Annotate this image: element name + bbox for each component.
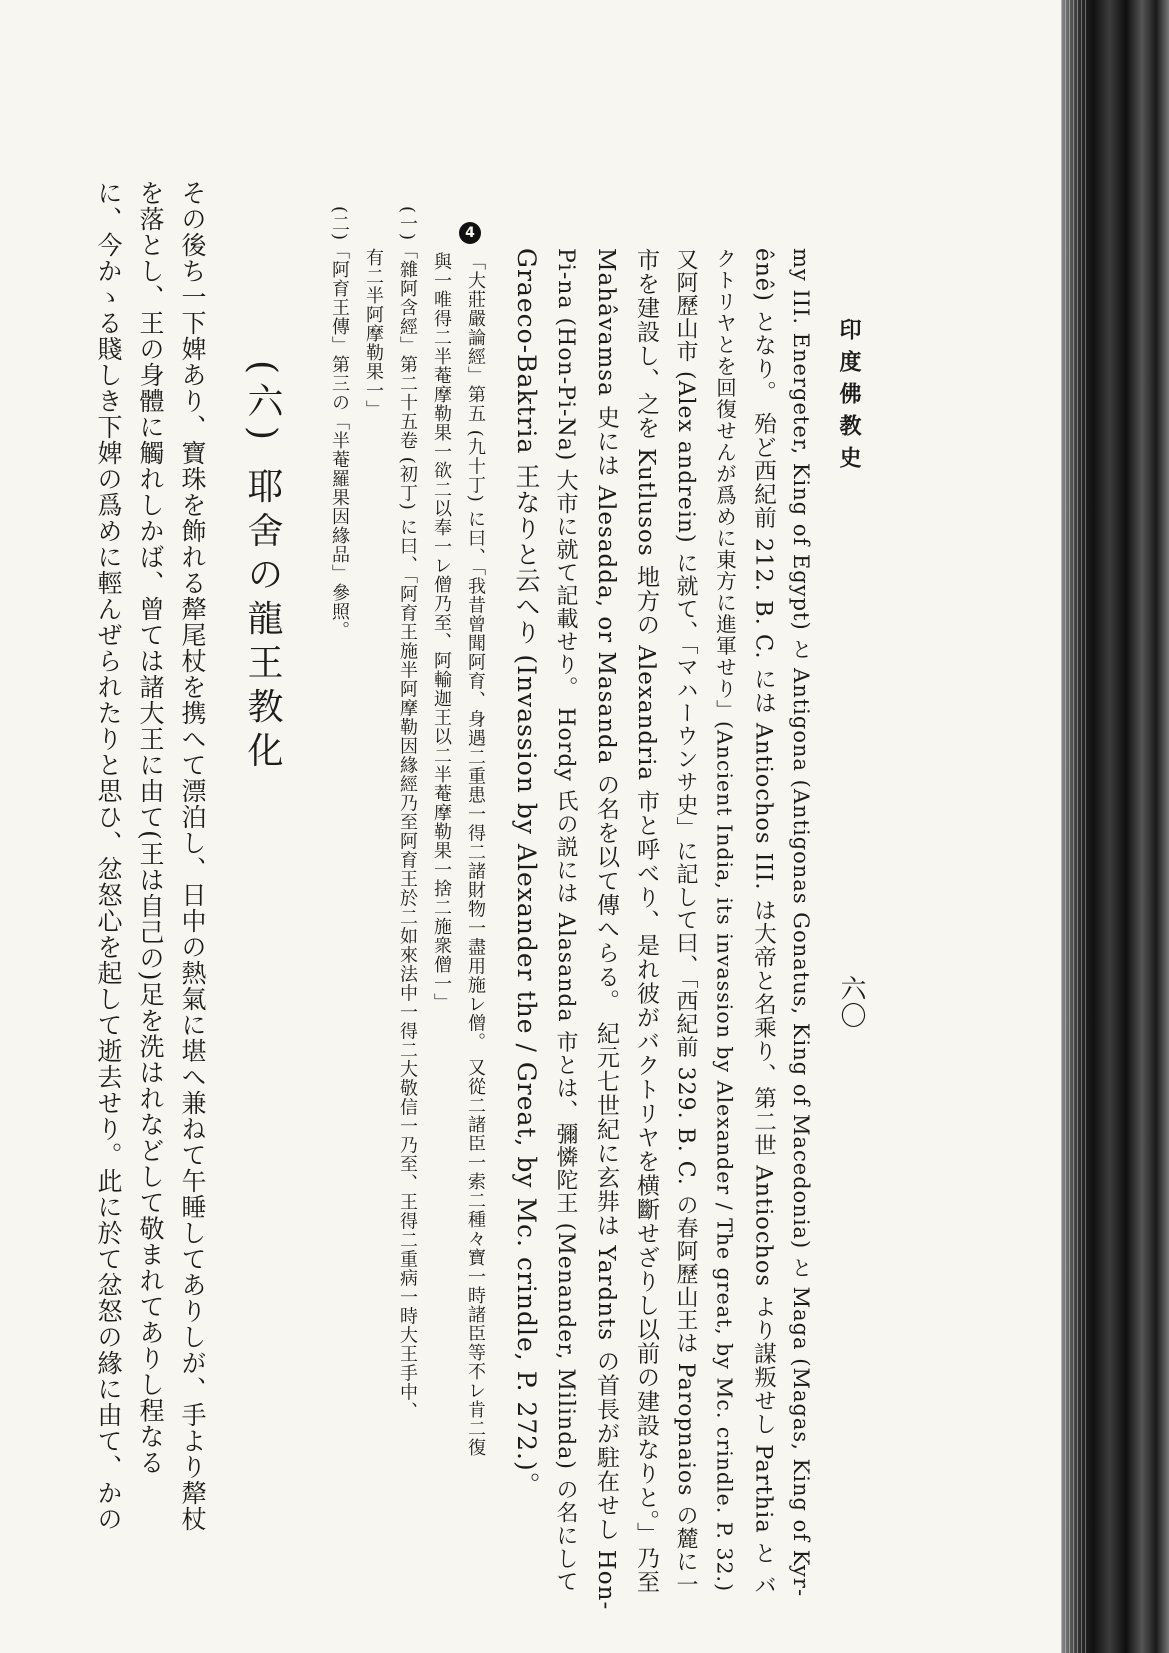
note-line: (二)「阿育王傳」第三の「半菴羅果因緣品」參照。 <box>329 206 350 641</box>
note-line: (一)「雜阿含經」第二十五卷 (初丁) に曰、「阿育王施半阿摩勒因緣經乃至阿育王於二如來法中一得二大敬信一乃至、王得二重病一時大王手中、 <box>397 206 418 1421</box>
note-line: 有二半阿摩勒果一」 <box>363 248 384 419</box>
scanned-book-edge <box>1061 0 1169 1653</box>
text-line: 市を建設し、之を Kutlusos 地方の Alexandria 市と呼べり、是れ彼がバクトリヤを横斷せざりし以前の建設なりと。」乃至 <box>633 248 659 1594</box>
text-line: クトリヤとを回復せんが爲めに東方に進軍せり」(Ancient India, its invassion by Alexander / The great, by Mc. crindle. P. 32.) <box>712 248 737 1593</box>
note-line: 與一唯得二半菴摩勒果一欲二以奉一レ僧乃至、阿輸迦王以二半菴摩勒果一捨二施衆僧一」 <box>431 252 452 1012</box>
body-line: に、今かゝる賤しき下婢の爲めに輕んぜられたりと思ひ、忿怒心を起して逝去せり。此に於て忿怒の緣に由て、かの <box>94 180 123 1532</box>
note-line: 「大莊嚴論經」第五 (九十丁) に曰、「我昔曾聞阿育、身遇二重患一得二諸財物一盡用施レ僧。 又從二諸臣一索二種々寶一時諸臣等不レ肯二復 <box>465 252 486 1458</box>
text-line: 又阿歷山市 (Alex andrein) に就て、「マハーウンサ史」に記して曰、「西紀前 329. B. C. の春阿歷山王は Paropnaios の麓に一 <box>673 248 698 1597</box>
body-line: その後ち一下婢あり、寶珠を飾れる犛尾杖を携へて漂泊し、日中の熱氣に堪へ兼ねて午睡してありしが、手より犛杖 <box>178 180 207 1532</box>
text-line: my III. Energeter, King of Egypt) と Antigona (Antigonas Gonatus, King of Macedonia) と Maga (Magas, King of Kyr- <box>789 248 813 1598</box>
body-line: を落とし、王の身體に觸れしかば、曾ては諸大王に由て(王は自己の)足を洗はれなどして敬まれてありし程なる <box>136 180 165 1476</box>
text-line: Graeco-Baktria 王なりと云へり (Invassion by Alexander the / Great, by Mc. crindle, P. 272.)。 <box>512 248 541 1498</box>
running-header: 印度佛教史 <box>836 318 862 478</box>
text-line: Pi-na (Hon-Pi-Na) 大市に就て記載せり。 Hordy 氏の説には Alasanda 市とは、彌憐陀王 (Menander, Milinda) の名にして <box>553 248 578 1593</box>
page-number: 六〇 <box>836 975 866 1029</box>
text-line: Mahâvamsa 史には Alesadda, or Masanda の名を以て傳へらる。 紀元七世紀に玄弉は Yardnts の首長が駐在せし Hon- <box>593 248 619 1611</box>
note-marker: 4 <box>459 222 481 244</box>
section-title: (六) 耶舍の龍王教化 <box>242 360 283 776</box>
text-line: ênê) となり。 殆ど西紀前 212. B. C. には Antiochos III. は大帝と名乘り、第二世 Antiochos より謀叛せし Parthia と バ <box>750 248 777 1598</box>
